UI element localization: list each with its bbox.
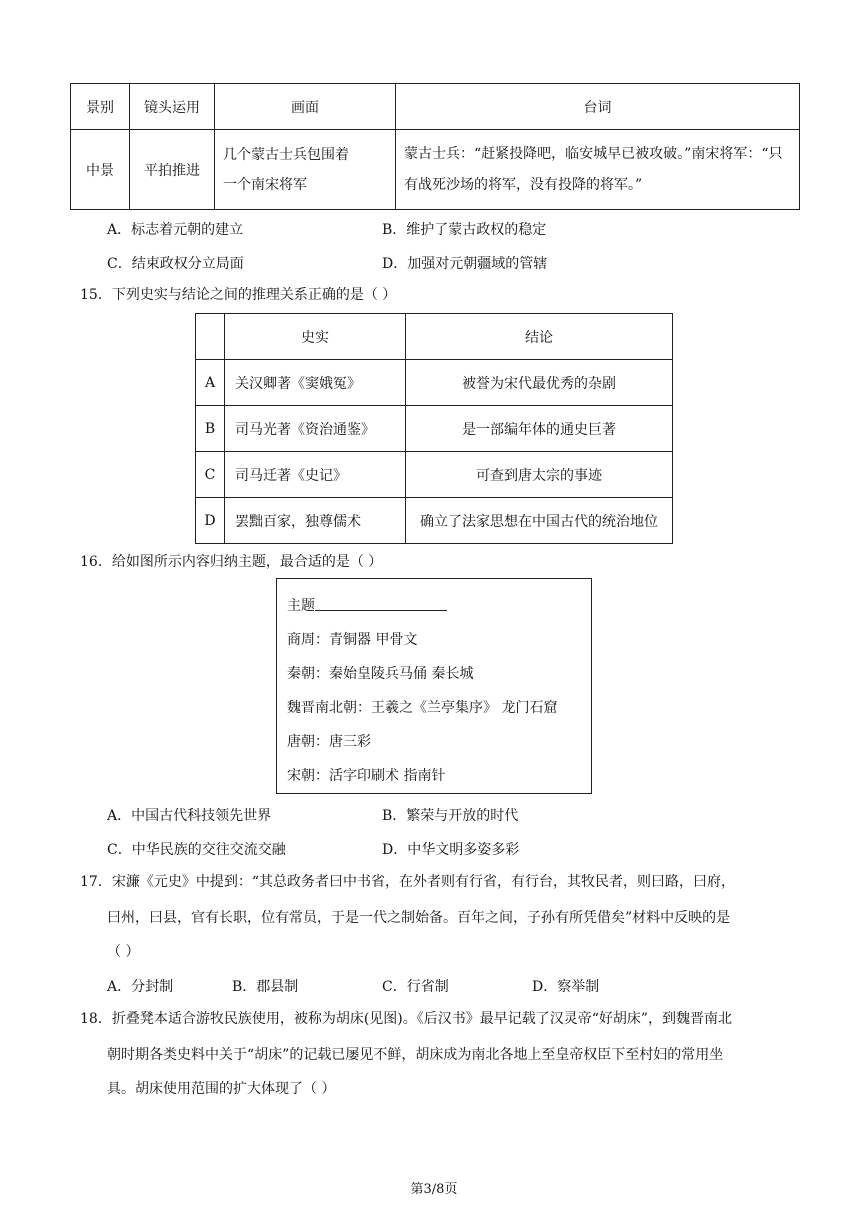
header-cell: 台词 xyxy=(396,84,800,130)
q17-option-c[interactable]: C．行省制 xyxy=(382,979,449,995)
q17-stem-line: 17．宋濂《元史》中提到：“其总政务者曰中书省，在外者则有行省，有行台，其牧民者，则曰路，曰府， xyxy=(80,874,735,890)
q17-option-a[interactable]: A．分封制 xyxy=(107,979,174,995)
theme-blank xyxy=(315,596,447,611)
q16-option-b[interactable]: B．繁荣与开放的时代 xyxy=(382,808,519,824)
theme-title: 主题 xyxy=(287,598,315,614)
table-row xyxy=(196,360,673,406)
page-number: 第3/8页 xyxy=(410,1182,458,1197)
lines-cell xyxy=(396,130,800,210)
picture-line: 几个蒙古士兵包围着 xyxy=(223,146,349,163)
table-header-row xyxy=(196,314,673,360)
header-cell: 镜头运用 xyxy=(130,84,215,130)
header-cell: 景别 xyxy=(71,84,130,130)
row-key: D xyxy=(196,498,225,544)
q17-option-d[interactable]: D．察举制 xyxy=(532,979,600,995)
row-key: C xyxy=(196,452,225,498)
q18-stem-line: 朝时期各类史料中关于“胡床”的记载已屡见不鲜，胡床成为南北各地上至皇帝权臣下至村妇的常用坐 xyxy=(107,1047,724,1063)
row-fact: 司马光著《资治通鉴》 xyxy=(225,406,406,452)
row-fact: 罢黜百家，独尊儒术 xyxy=(225,498,406,544)
header-cell: 结论 xyxy=(406,314,673,360)
header-cell: 史实 xyxy=(225,314,406,360)
header-cell xyxy=(196,314,225,360)
q15-stem: 15．下列史实与结论之间的推理关系正确的是（ ） xyxy=(80,287,397,303)
table-row xyxy=(71,130,800,210)
q15-table xyxy=(195,313,673,544)
q17-option-b[interactable]: B．郡县制 xyxy=(232,979,299,995)
row-conclusion: 被誉为宋代最优秀的杂剧 xyxy=(406,360,673,406)
q16-option-a[interactable]: A．中国古代科技领先世界 xyxy=(107,808,272,824)
theme-line: 宋朝：活字印刷术 指南针 xyxy=(287,768,446,784)
q14-option-b[interactable]: B．维护了蒙古政权的稳定 xyxy=(382,222,547,238)
theme-box xyxy=(276,578,592,794)
theme-line: 魏晋南北朝：王羲之《兰亭集序》 龙门石窟 xyxy=(287,700,558,716)
scene-table xyxy=(70,83,800,210)
lens-cell: 平拍推进 xyxy=(130,130,215,210)
row-fact: 关汉卿著《窦娥冤》 xyxy=(225,360,406,406)
q14-option-c[interactable]: C．结束政权分立局面 xyxy=(107,256,244,272)
q14-option-d[interactable]: D．加强对元朝疆域的管辖 xyxy=(382,256,548,272)
row-conclusion: 确立了法家思想在中国古代的统治地位 xyxy=(406,498,673,544)
table-row xyxy=(196,452,673,498)
header-cell: 画面 xyxy=(215,84,396,130)
q16-stem: 16．给如图所示内容归纳主题，最合适的是（ ） xyxy=(80,554,383,570)
theme-line: 商周：青铜器 甲骨文 xyxy=(287,632,418,648)
row-fact: 司马迁著《史记》 xyxy=(225,452,406,498)
table-row xyxy=(196,498,673,544)
table-row xyxy=(196,406,673,452)
q14-option-a[interactable]: A．标志着元朝的建立 xyxy=(107,222,244,238)
row-conclusion: 是一部编年体的通史巨著 xyxy=(406,406,673,452)
q16-option-c[interactable]: C．中华民族的交往交流交融 xyxy=(107,842,286,858)
table-header-row xyxy=(71,84,800,130)
q18-stem-line: 具。胡床使用范围的扩大体现了（ ） xyxy=(107,1081,336,1097)
q17-stem-line: 曰州，曰县，官有长职，位有常员，于是一代之制始备。百年之间，子孙有所凭借矣”材料中反映的是 xyxy=(107,910,731,926)
q16-option-d[interactable]: D．中华文明多姿多彩 xyxy=(382,842,520,858)
row-conclusion: 可查到唐太宗的事迹 xyxy=(406,452,673,498)
q18-stem-line: 18．折叠凳本适合游牧民族使用，被称为胡床(见图)。《后汉书》最早记载了汉灵帝“好胡床”，到魏晋南北 xyxy=(80,1011,733,1027)
theme-line: 唐朝：唐三彩 xyxy=(287,734,371,750)
q17-stem-line: （ ） xyxy=(107,944,140,960)
scene-cell: 中景 xyxy=(71,130,130,210)
lines-line: 有战死沙场的将军，没有投降的将军。” xyxy=(404,176,643,193)
lines-line: 蒙古士兵：“赶紧投降吧，临安城早已被攻破。”南宋将军：“只 xyxy=(404,145,783,162)
picture-line: 一个南宋将军 xyxy=(223,176,307,193)
row-key: A xyxy=(196,360,225,406)
theme-title-line xyxy=(287,595,447,615)
theme-line: 秦朝：秦始皇陵兵马俑 秦长城 xyxy=(287,666,474,682)
picture-cell xyxy=(215,130,396,210)
row-key: B xyxy=(196,406,225,452)
